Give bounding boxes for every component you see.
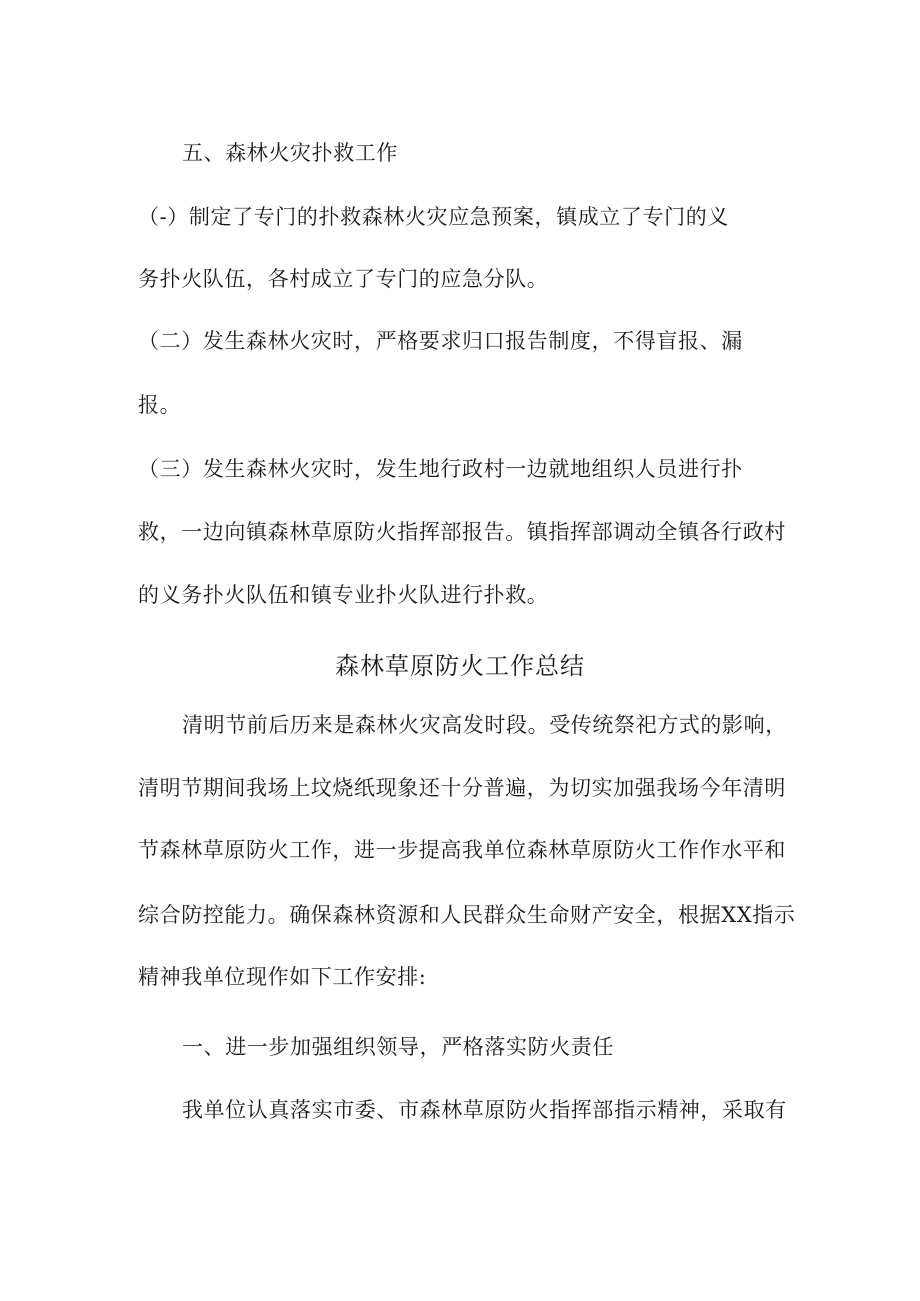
paragraph-line: 报。 <box>138 393 182 417</box>
paragraph-line: 清明节期间我场上坟烧纸现象还十分普遍，为切实加强我场今年清明 <box>138 776 786 800</box>
document-title: 森林草原防火工作总结 <box>335 652 585 680</box>
paragraph-line: （二）发生森林火灾时，严格要求归口报告制度，不得盲报、漏 <box>138 329 743 353</box>
section-heading: 一、进一步加强组织领导，严格落实防火责任 <box>182 1035 614 1059</box>
paragraph-line: 救，一边向镇森林草原防火指挥部报告。镇指挥部调动全镇各行政村 <box>138 520 786 544</box>
paragraph-line: （三）发生森林火灾时，发生地行政村一边就地组织人员进行扑 <box>138 457 743 481</box>
paragraph-line: （-）制定了专门的扑救森林火灾应急预案，镇成立了专门的义 <box>138 205 729 229</box>
paragraph-line: 节森林草原防火工作，进一步提高我单位森林草原防火工作作水平和 <box>138 838 786 862</box>
paragraph-line: 精神我单位现作如下工作安排: <box>138 965 427 989</box>
section-heading: 五、森林火灾扑救工作 <box>182 141 398 165</box>
paragraph-line: 务扑火队伍，各村成立了专门的应急分队。 <box>138 267 549 291</box>
paragraph-line: 清明节前后历来是森林火灾高发时段。受传统祭祀方式的影响， <box>182 713 787 737</box>
paragraph-line: 的义务扑火队伍和镇专业扑火队进行扑救。 <box>138 583 549 607</box>
paragraph-line: 我单位认真落实市委、市森林草原防火指挥部指示精神，采取有 <box>182 1098 787 1122</box>
paragraph-line: 综合防控能力。确保森林资源和人民群众生命财产安全，根据XX指示 <box>138 903 796 927</box>
